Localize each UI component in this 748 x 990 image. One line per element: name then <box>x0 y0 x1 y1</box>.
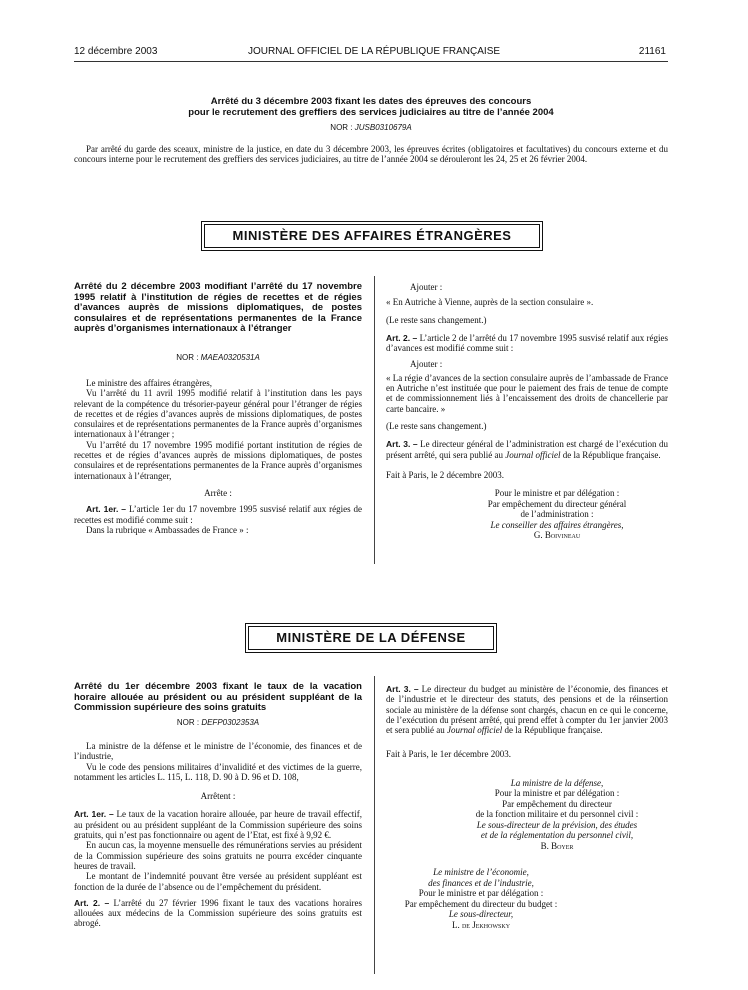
article-1 <box>74 809 362 840</box>
article-text: L’arrêté du 27 février 1996 fixant le taux des vacations horaires allouées aux médecins de la Commission supérieure des soins gratuits est abrogé. <box>74 897 362 929</box>
article-2 <box>386 333 668 354</box>
paragraph: Le montant de l’indemnité pouvant être versée au président suppléant est fonction de la durée de l’absence ou de l’empêchement du président. <box>74 871 362 892</box>
signatory-name: G. Boivineau <box>533 530 581 541</box>
article-text: Le directeur général de l’administration est chargé de l’exécution du présent arrêté, qui sera publié au <box>386 439 668 460</box>
paragraph: (Le reste sans changement.) <box>386 420 487 431</box>
ajouter-label: Ajouter : <box>410 282 443 292</box>
paragraph: Vu le code des pensions militaires d’invalidité et des victimes de la guerre, notamment les articles L. 115, L. 118, D. 90 à D. 96 et D. 108, <box>74 761 362 782</box>
article-text: L’article 2 de l’arrêté du 17 novembre 1995 susvisé relatif aux régies d’avances est modifié comme suit : <box>386 332 668 354</box>
signature-line: Par empêchement du directeur général <box>487 498 627 509</box>
fait-a-paris: Fait à Paris, le 2 décembre 2003. <box>386 469 504 480</box>
paragraph: Dans la rubrique « Ambassades de France » : <box>86 524 249 535</box>
signature-line: Par empêchement du directeur du budget : <box>404 898 558 909</box>
paragraph: Vu l’arrêté du 17 novembre 1995 modifié portant institution de régies de recettes et de régies d’avances auprès de missions diplomatiques, de postes consulaires et de représentations permanentes de la France auprès d’organismes internationaux à l’étranger, <box>74 439 362 481</box>
page-number: 21161 <box>638 46 666 57</box>
ministry-defense-heading: MINISTÈRE DE LA DÉFENSE <box>248 626 494 650</box>
paragraph: Le ministre des affaires étrangères, <box>86 378 213 388</box>
nor-code: DEFP0302353A <box>201 718 260 727</box>
signatory-name: L. de Jekhowsky <box>451 919 511 930</box>
article-text: Le taux de la vacation horaire allouée, par heure de travail effectif, au président ou au président suppléant de la Commission supérieure des soins gratuits, qui n’est pas fonctionnaire ou agent de l’Etat, est fixé à 9,92 €. <box>74 809 362 841</box>
column-divider <box>374 676 375 974</box>
signature-line: Le sous-directeur, <box>448 909 514 920</box>
column-divider <box>374 276 375 564</box>
defense-title: Arrêté du 1er décembre 2003 fixant le taux de la vacation horaire allouée au président ou au président suppléant de la Commission supérieure des soins gratuits <box>74 681 362 713</box>
signatory-name: B. Boyer <box>540 840 574 851</box>
paragraph: (Le reste sans changement.) <box>386 314 487 325</box>
signature-block-economie <box>376 867 586 930</box>
article-label: Art. 2. – <box>74 897 110 908</box>
greffiers-title-line2: pour le recrutement des greffiers des services judiciaires au titre de l’année 2004 <box>188 106 554 118</box>
defense-nor <box>74 718 362 727</box>
article-1 <box>74 504 362 525</box>
article-label: Art. 3. – <box>386 684 419 694</box>
journal-title: JOURNAL OFFICIEL DE LA RÉPUBLIQUE FRANÇAISE <box>247 46 501 57</box>
paragraph: « En Autriche à Vienne, auprès de la section consulaire ». <box>386 297 594 308</box>
article-label: Art. 2. – <box>386 332 418 343</box>
signature-line: Pour le ministre et par délégation : <box>494 488 620 499</box>
signature-block-defense <box>446 778 668 852</box>
signature-line: et de la réglementation du personnel civil, <box>480 830 634 841</box>
nor-code: JUSB0310679A <box>354 123 412 132</box>
nor-label: NOR : <box>330 123 353 132</box>
journal-officiel-ref: Journal officiel <box>446 725 503 736</box>
affaires-left-body <box>74 378 362 535</box>
signature-line: de la fonction militaire et du personnel civil : <box>475 809 639 820</box>
article-text: de la République française. <box>504 725 603 736</box>
signature-line: Le ministre de l’économie, <box>433 867 529 878</box>
paragraph: Vu l’arrêté du 11 avril 1995 modifié relatif à l’institution dans les pays relevant de la compétence du trésorier-payeur général pour l’étranger de régies de recettes et de régies d’avances auprès de missions diplomatiques, de postes consulaires et de représentations permanentes de la France auprès d’organismes internationaux à l’étranger ; <box>74 388 362 440</box>
article-text: L’article 1er du 17 novembre 1995 susvisé relatif aux régies de recettes est modifié comme suit : <box>74 504 363 525</box>
signature-line: La ministre de la défense, <box>510 777 604 788</box>
nor-code: MAEA0320531A <box>200 353 260 362</box>
affaires-title: Arrêté du 2 décembre 2003 modifiant l’arrêté du 17 novembre 1995 relatif à l’institution de régies de recettes et de régies d’avances auprès de missions diplomatiques, de postes consulaires et de représentations permanentes de la France auprès d’organismes internationaux à l’étranger <box>74 281 362 334</box>
article-label: Art. 1er. – <box>74 809 114 820</box>
signature-block <box>446 488 668 541</box>
greffiers-body: Par arrêté du garde des sceaux, ministre de la justice, en date du 3 décembre 2003, les épreuves écrites (obligatoires et facultatives) du concours externe et du concours interne pour le recrutement des greffiers des services judiciaires, au titre de l’année 2004 se dérouleront les 24, 25 et 26 février 2004. <box>74 144 668 165</box>
nor-label: NOR : <box>176 718 200 727</box>
defense-left-body <box>74 741 362 929</box>
article-label: Art. 3. – <box>386 439 418 450</box>
journal-officiel-ref: Journal officiel <box>505 449 561 460</box>
affaires-right-body <box>386 282 668 541</box>
defense-right-body <box>386 684 668 930</box>
greffiers-title <box>74 97 668 118</box>
greffiers-nor <box>74 123 668 132</box>
signature-line: Le conseiller des affaires étrangères, <box>490 519 624 530</box>
paragraph: La ministre de la défense et le ministre de l’économie, des finances et de l’industrie, <box>74 741 362 762</box>
paragraph: En aucun cas, la moyenne mensuelle des rémunérations servies au président de la Commission supérieure des soins gratuits ne pourra excéder cinquante heures de travail. <box>74 840 362 871</box>
article-2 <box>74 898 362 929</box>
article-3 <box>386 684 668 735</box>
signature-line: Par empêchement du directeur <box>502 798 612 809</box>
header-rule <box>74 61 668 62</box>
fait-a-paris: Fait à Paris, le 1er décembre 2003. <box>386 749 511 760</box>
signature-line: de l’administration : <box>520 509 594 520</box>
issue-date: 12 décembre 2003 <box>74 46 158 57</box>
article-text: Le directeur du budget au ministère de l’économie, des finances et de l’industrie et le directeur des statuts, des pensions et de la réinsertion sociale au ministère de la défense sont chargés, chacun en ce qui le concerne, de l’exécution du présent arrêté, qui prend effet à compter du 1er janvier 2003 et sera publié au <box>386 684 668 736</box>
article-3 <box>386 439 668 460</box>
paragraph: « La régie d’avances de la section consulaire auprès de l’ambassade de France en Autriche n’est instituée que pour le paiement des frais de tenue de compte et de commissionnement liés à l’encaissement des droits de chancellerie par carte bancaire. » <box>386 372 668 414</box>
affaires-nor <box>74 353 362 362</box>
greffiers-title-line1: Arrêté du 3 décembre 2003 fixant les dates des épreuves des concours <box>210 96 532 107</box>
ministry-affaires-etrangeres-heading: MINISTÈRE DES AFFAIRES ÉTRANGÈRES <box>204 224 540 248</box>
ajouter-label: Ajouter : <box>410 359 443 370</box>
arretent-label: Arrêtent : <box>200 791 236 802</box>
signature-line: Le sous-directeur de la prévision, des études <box>476 819 638 830</box>
article-label: Art. 1er. – <box>86 504 127 515</box>
signature-line: des finances et de l’industrie, <box>428 877 534 888</box>
signature-line: Pour la ministre et par délégation : <box>494 788 620 799</box>
arrete-label: Arrête : <box>204 487 232 498</box>
article-text: de la République française. <box>562 449 661 460</box>
nor-label: NOR : <box>176 353 199 362</box>
signature-line: Pour le ministre et par délégation : <box>418 888 544 899</box>
